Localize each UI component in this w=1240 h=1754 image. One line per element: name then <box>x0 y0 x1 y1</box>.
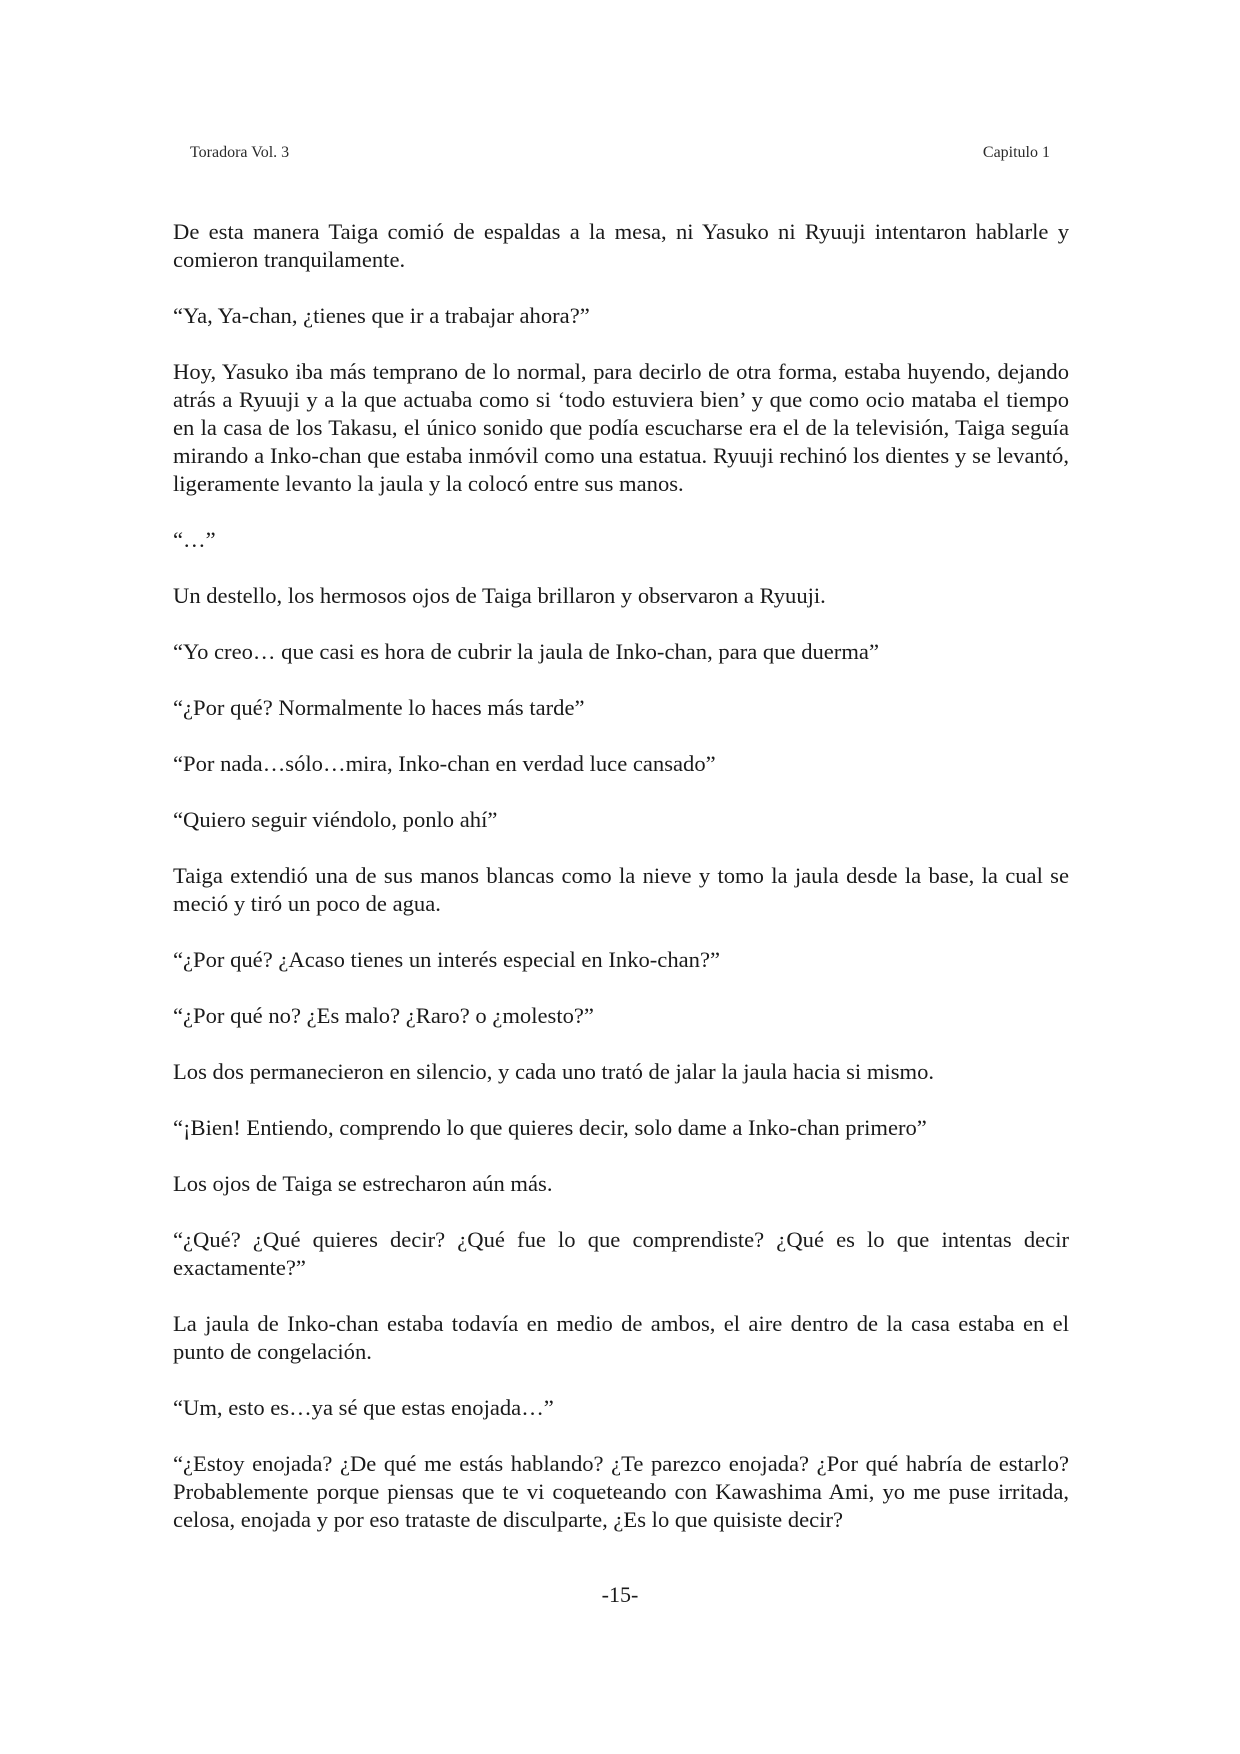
running-header <box>190 144 1050 168</box>
page-number: -15- <box>601 1582 639 1607</box>
paragraph: Hoy, Yasuko iba más temprano de lo normal, para decirlo de otra forma, estaba huyendo, dejando atrás a Ryuuji y a la que actuaba como si ‘todo estuviera bien’ y que como ocio mataba el tiempo en la casa de los Takasu, el único sonido que podía escucharse era el de la televisión, Taiga seguía mirando a Inko-chan que estaba inmóvil como una estatua. Ryuuji rechinó los dientes y se levantó, ligeramente levanto la jaula y la colocó entre sus manos. <box>173 359 1069 496</box>
paragraph: La jaula de Inko-chan estaba todavía en medio de ambos, el aire dentro de la casa estaba en el punto de congelación. <box>173 1311 1069 1364</box>
paragraph: “Ya, Ya-chan, ¿tienes que ir a trabajar ahora?” <box>173 303 590 328</box>
paragraph: “¿Qué? ¿Qué quieres decir? ¿Qué fue lo que comprendiste? ¿Qué es lo que intentas decir exactamente?” <box>173 1227 1069 1280</box>
body-text <box>173 218 1069 1534</box>
paragraph: “…” <box>173 527 216 552</box>
paragraph: “Por nada…sólo…mira, Inko-chan en verdad luce cansado” <box>173 751 716 776</box>
paragraph: Un destello, los hermosos ojos de Taiga brillaron y observaron a Ryuuji. <box>173 583 826 608</box>
paragraph: Taiga extendió una de sus manos blancas como la nieve y tomo la jaula desde la base, la cual se meció y tiró un poco de agua. <box>173 863 1069 916</box>
paragraph: “¡Bien! Entiendo, comprendo lo que quieres decir, solo dame a Inko-chan primero” <box>173 1115 927 1140</box>
paragraph: “Quiero seguir viéndolo, ponlo ahí” <box>173 807 498 832</box>
paragraph: “¿Por qué no? ¿Es malo? ¿Raro? o ¿molesto?” <box>173 1003 594 1028</box>
paragraph: De esta manera Taiga comió de espaldas a la mesa, ni Yasuko ni Ryuuji intentaron hablarle y comieron tranquilamente. <box>173 219 1069 272</box>
paragraph: Los ojos de Taiga se estrecharon aún más. <box>173 1171 553 1196</box>
paragraph: “¿Por qué? ¿Acaso tienes un interés especial en Inko-chan?” <box>173 947 721 972</box>
paragraph: “Yo creo… que casi es hora de cubrir la jaula de Inko-chan, para que duerma” <box>173 639 879 664</box>
paragraph: Los dos permanecieron en silencio, y cada uno trató de jalar la jaula hacia si mismo. <box>173 1059 935 1084</box>
paragraph: “Um, esto es…ya sé que estas enojada…” <box>173 1395 554 1420</box>
paragraph: “¿Por qué? Normalmente lo haces más tarde” <box>173 695 585 720</box>
chapter-title: Capitulo 1 <box>982 144 1050 161</box>
paragraph: “¿Estoy enojada? ¿De qué me estás hablando? ¿Te parezco enojada? ¿Por qué habría de estarlo? Probablemente porque piensas que te vi coqueteando con Kawashima Ami, yo me puse irritada, celosa, enojada y por eso trataste de disculparte, ¿Es lo que quisiste decir? <box>173 1451 1069 1532</box>
book-title: Toradora Vol. 3 <box>190 144 290 161</box>
